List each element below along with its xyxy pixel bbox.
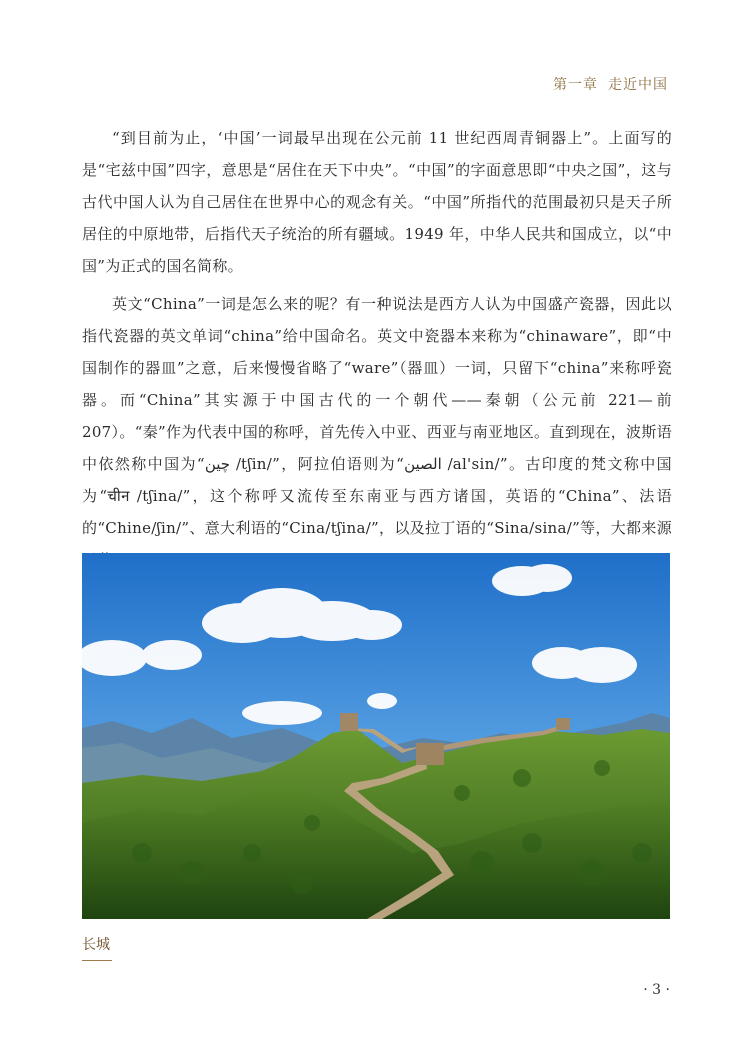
running-header	[553, 74, 668, 94]
caption-underline	[82, 960, 112, 961]
paragraph-2: 英文“China”一词是怎么来的呢？有一种说法是西方人认为中国盛产瓷器，因此以指代瓷器的英文单词“china”给中国命名。英文中瓷器本来称为“chinaware”，即“中国制作的器皿”之意，后来慢慢省略了“ware”（器皿）一词，只留下“china”来称呼瓷器。而“China”其实源于中国古代的一个朝代——秦朝（公元前 221—前 207）。“秦”作为代表中国的称呼，首先传入中亚、西亚与南亚地区。直到现在，波斯语中依然称中国为“چین /tʃin/”，阿拉伯语则为“الصين /al'sin/”。古印度的梵文称中国为“चीन /tʃina/”，这个称呼又流传至东南亚与西方诸国，英语的“China”、法语的“Chine/ʃin/”、意大利语的“Cina/tʃina/”，以及拉丁语的“Sina/sina/”等，大都来源	[82, 295, 672, 537]
figure-caption: 长城	[82, 937, 110, 953]
paragraph-1: “到目前为止，‘中国’一词最早出现在公元前 11 世纪西周青铜器上”。上面写的是“宅兹中国”四字，意思是“居住在天下中央”。“中国”的字面意思即“中央之国”，这与古代中国人认为自己居住在世界中心的观念有关。“中国”所指代的范围最初只是天子所居住的中原地带，后指代天子统治的所有疆域。1949 年，中华人民共和国成立，以“中国”为正式的国名简称。	[82, 129, 672, 275]
chapter-title: 走近中国	[608, 77, 668, 93]
page-number: · 3 ·	[643, 982, 670, 998]
chapter-label: 第一章	[553, 77, 598, 93]
body-text	[82, 122, 672, 582]
great-wall-photo	[82, 553, 670, 919]
